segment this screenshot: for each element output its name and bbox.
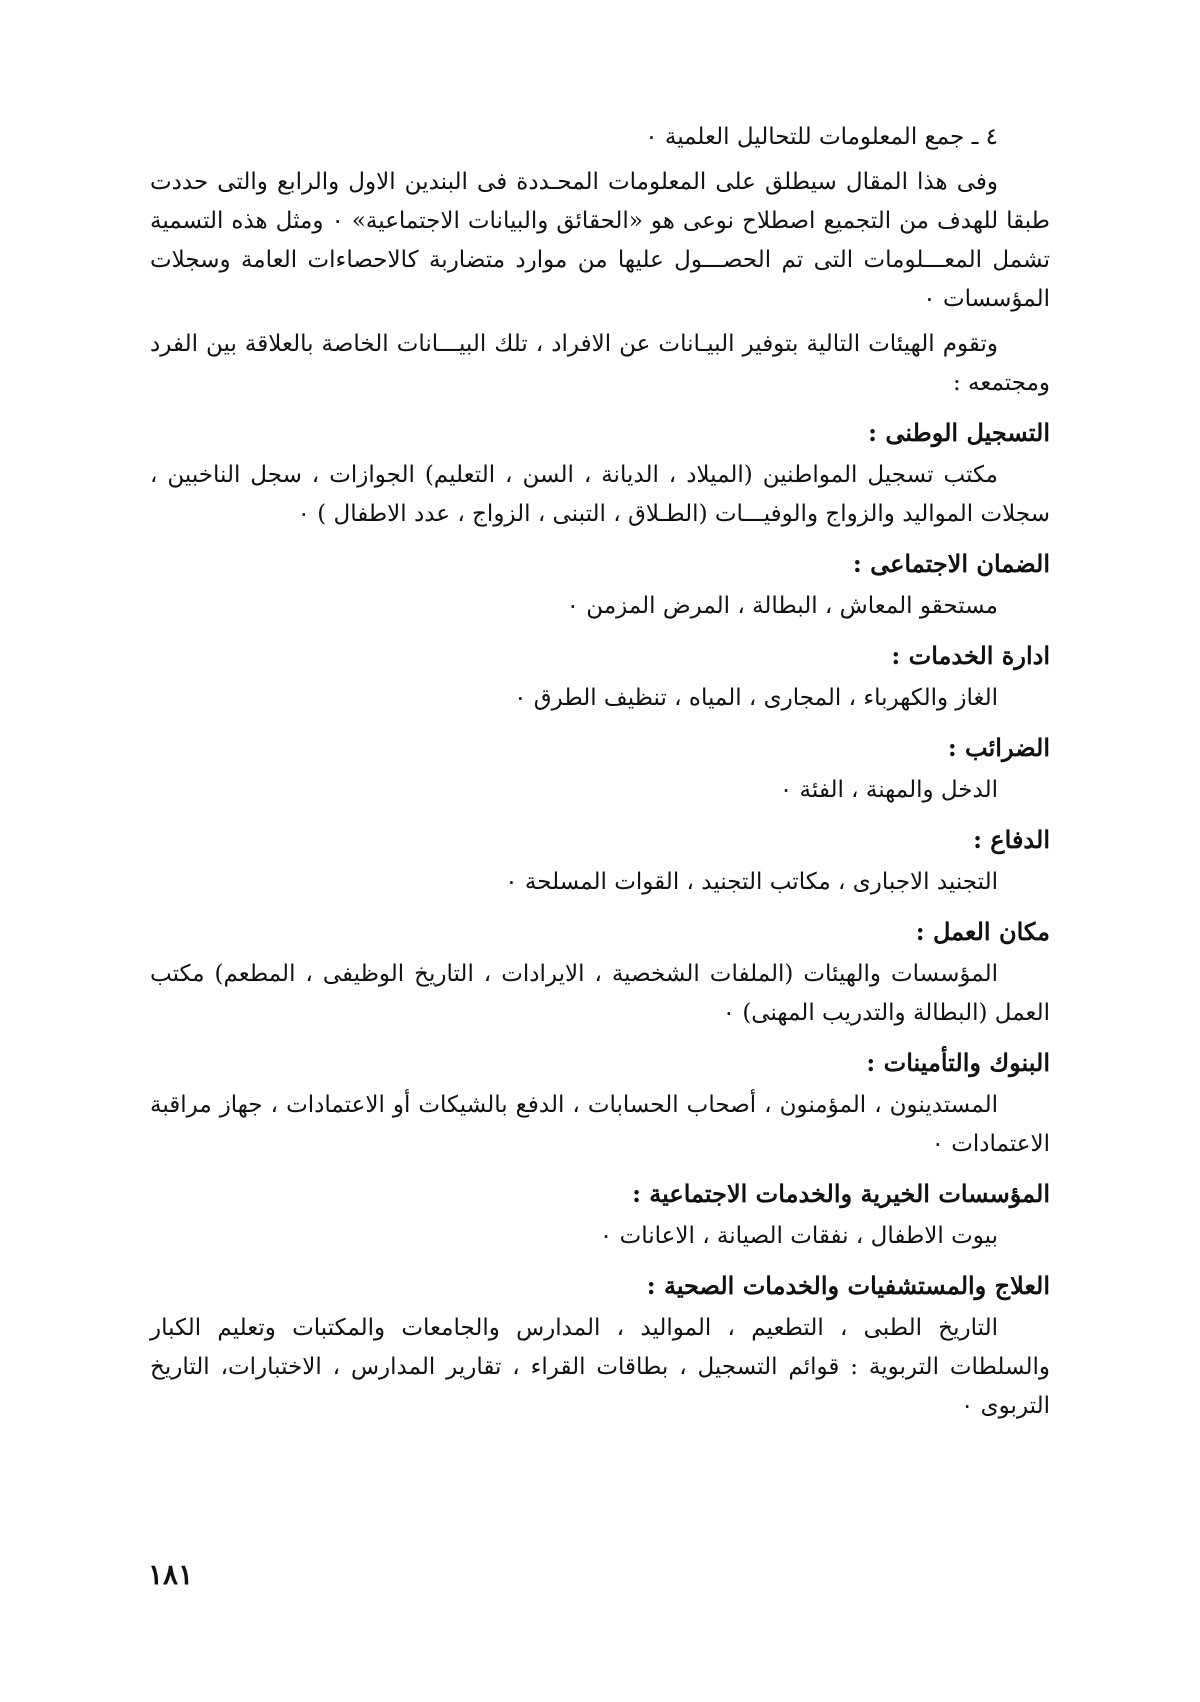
section-social-security (150, 544, 1050, 626)
section-body: التاريخ الطبى ، التطعيم ، المواليد ، المدارس والجامعات والمكتبات وتعليم الكبار والسلطات التربوية : قوائم التسجيل ، بطاقات القراء ، تقارير المدارس ، الاختبارات، التاريخ التربوى ٠ (150, 1315, 1050, 1419)
section-banks-insurance (150, 1043, 1050, 1164)
intro-paragraph-2: وتقوم الهيئات التالية بتوفير البيـانات عن الافراد ، تلك البيـــانات الخاصة بالعلاقة بين الفرد ومجتمعه : (150, 331, 1050, 396)
section-services-admin (150, 636, 1050, 718)
section-body: الدخل والمهنة ، الفئة ٠ (779, 777, 998, 803)
section-heading: العلاج والمستشفيات والخدمات الصحية : (646, 1271, 1050, 1300)
section-heading: التسجيل الوطنى : (868, 418, 1050, 447)
section-body: مستحقو المعاش ، البطالة ، المرض المزمن ٠ (566, 593, 998, 619)
section-body: بيوت الاطفال ، نفقات الصيانة ، الاعانات ٠ (599, 1223, 998, 1249)
section-body: مكتب تسجيل المواطنين (الميلاد ، الديانة ، السن ، التعليم) الجوازات ، سجل الناخبين ، سجلات المواليد والزواج والوفيـــات (الطـلاق ، التبنى ، الزواج ، عدد الاطفال ) ٠ (150, 462, 1050, 527)
section-health (150, 1266, 1050, 1426)
section-defense (150, 820, 1050, 902)
section-heading: مكان العمل : (915, 917, 1050, 946)
section-charity (150, 1174, 1050, 1256)
intro-paragraph-1: وفى هذا المقال سيطلق على المعلومات المحـددة فى البندين الاول والرابع والتى حددت طبقا للهدف من التجميع اصطلاح نوعى هو «الحقائق والبيانات الاجتماعية» ٠ ومثل هذه التسمية تشمل المعـــلومات التى تم الحصـــول عليها من موارد متضاربة كالاحصاءات العامة وسجلات المؤسسات ٠ (150, 169, 1050, 312)
section-national-registration (150, 413, 1050, 534)
section-heading: الدفاع : (973, 825, 1050, 854)
page-number: ١٨١ (148, 1558, 194, 1591)
section-body: الغاز والكهرباء ، المجارى ، المياه ، تنظيف الطرق ٠ (514, 685, 998, 711)
section-heading: المؤسسات الخيرية والخدمات الاجتماعية : (632, 1179, 1050, 1208)
list-item-4: ٤ ـ جمع المعلومات للتحاليل العلمية ٠ (645, 124, 998, 150)
section-body: المؤسسات والهيئات (الملفات الشخصية ، الايرادات ، التاريخ الوظيفى ، المطعم) مكتب العمل (البطالة والتدريب المهنى) ٠ (150, 961, 1050, 1026)
section-body: التجنيد الاجبارى ، مكاتب التجنيد ، القوات المسلحة ٠ (505, 869, 998, 895)
section-heading: ادارة الخدمات : (891, 641, 1050, 670)
main-text (150, 118, 1050, 1432)
section-taxes (150, 728, 1050, 810)
section-heading: البنوك والتأمينات : (866, 1048, 1050, 1077)
section-heading: الضمان الاجتماعى : (852, 549, 1050, 578)
section-body: المستدينون ، المؤمنون ، أصحاب الحسابات ، الدفع بالشيكات أو الاعتمادات ، جهاز مراقبة الاعتمادات ٠ (150, 1092, 1050, 1157)
section-heading: الضرائب : (947, 733, 1050, 762)
section-workplace (150, 912, 1050, 1033)
